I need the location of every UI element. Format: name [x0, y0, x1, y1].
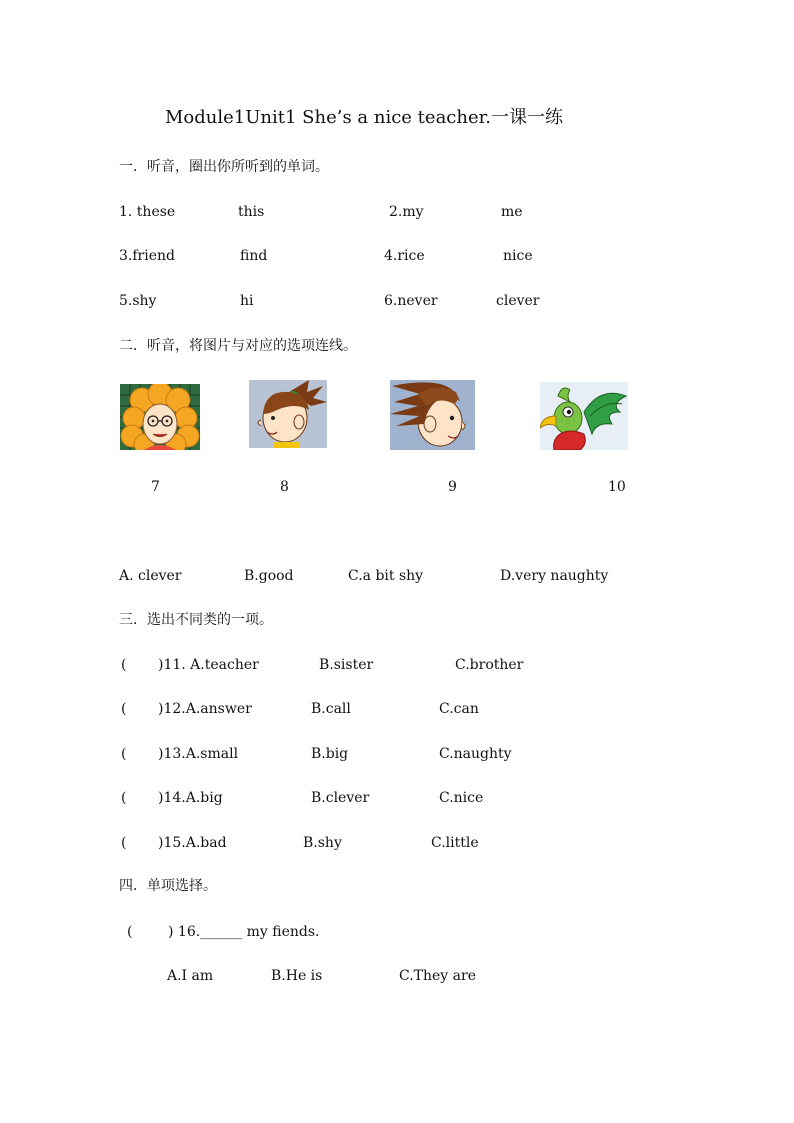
word-option: this	[238, 204, 265, 220]
choice-b: B.shy	[303, 835, 342, 851]
choice-b: B.call	[311, 701, 351, 717]
teacher-face-icon	[120, 384, 200, 450]
section-heading-3: 三．选出不同类的一项。	[119, 612, 273, 628]
choice-c: C.nice	[439, 790, 484, 806]
section-heading-2: 二．听音，将图片与对应的选项连线。	[119, 338, 357, 354]
word-option: hi	[240, 293, 254, 309]
word-option: find	[240, 248, 268, 264]
answer-paren: (	[121, 701, 127, 717]
page-title: Module1Unit1 She’s a nice teacher.一课一练	[165, 107, 563, 128]
choice-b: B.sister	[319, 657, 374, 673]
match-option: A. clever	[119, 568, 182, 584]
word-option: 5.shy	[119, 293, 157, 309]
section-heading-4: 四．单项选择。	[119, 878, 217, 894]
answer-paren: (	[127, 924, 133, 940]
picture-number: 10	[608, 479, 626, 495]
choice-c: C.little	[431, 835, 479, 851]
match-option: C.a bit shy	[348, 568, 424, 584]
word-option: 4.rice	[384, 248, 425, 264]
word-option: 6.never	[384, 293, 438, 309]
answer-paren: (	[121, 746, 127, 762]
word-option: 2.my	[389, 204, 424, 220]
picture-number: 8	[280, 479, 289, 495]
word-option: 3.friend	[119, 248, 175, 264]
answer-paren: (	[121, 835, 127, 851]
match-option: B.good	[244, 568, 294, 584]
match-option: D.very naughty	[500, 568, 609, 584]
choice-c: C.can	[439, 701, 479, 717]
choice-c: C.They are	[399, 968, 476, 984]
picture-number: 7	[151, 479, 160, 495]
question-stem: )11. A.teacher	[158, 657, 259, 673]
section-heading-1: 一．听音，圈出你所听到的单词。	[119, 159, 329, 175]
question-stem: )14.A.big	[158, 790, 223, 806]
answer-paren: (	[121, 657, 127, 673]
choice-b: B.He is	[271, 968, 323, 984]
choice-b: B.big	[311, 746, 349, 762]
choice-c: C.brother	[455, 657, 524, 673]
word-option: nice	[503, 248, 533, 264]
choice-a: A.I am	[167, 968, 214, 984]
girl-face-icon	[249, 380, 327, 448]
picture-number: 9	[448, 479, 457, 495]
choice-b: B.clever	[311, 790, 370, 806]
question-stem: ) 16.______ my fiends.	[168, 924, 320, 940]
choice-c: C.naughty	[439, 746, 512, 762]
question-stem: )15.A.bad	[158, 835, 227, 851]
question-stem: )12.A.answer	[158, 701, 252, 717]
boy-face-icon	[390, 380, 475, 450]
answer-paren: (	[121, 790, 127, 806]
word-option: 1. these	[119, 204, 176, 220]
word-option: clever	[496, 293, 540, 309]
question-stem: )13.A.small	[158, 746, 239, 762]
word-option: me	[501, 204, 523, 220]
parrot-icon	[540, 382, 628, 450]
